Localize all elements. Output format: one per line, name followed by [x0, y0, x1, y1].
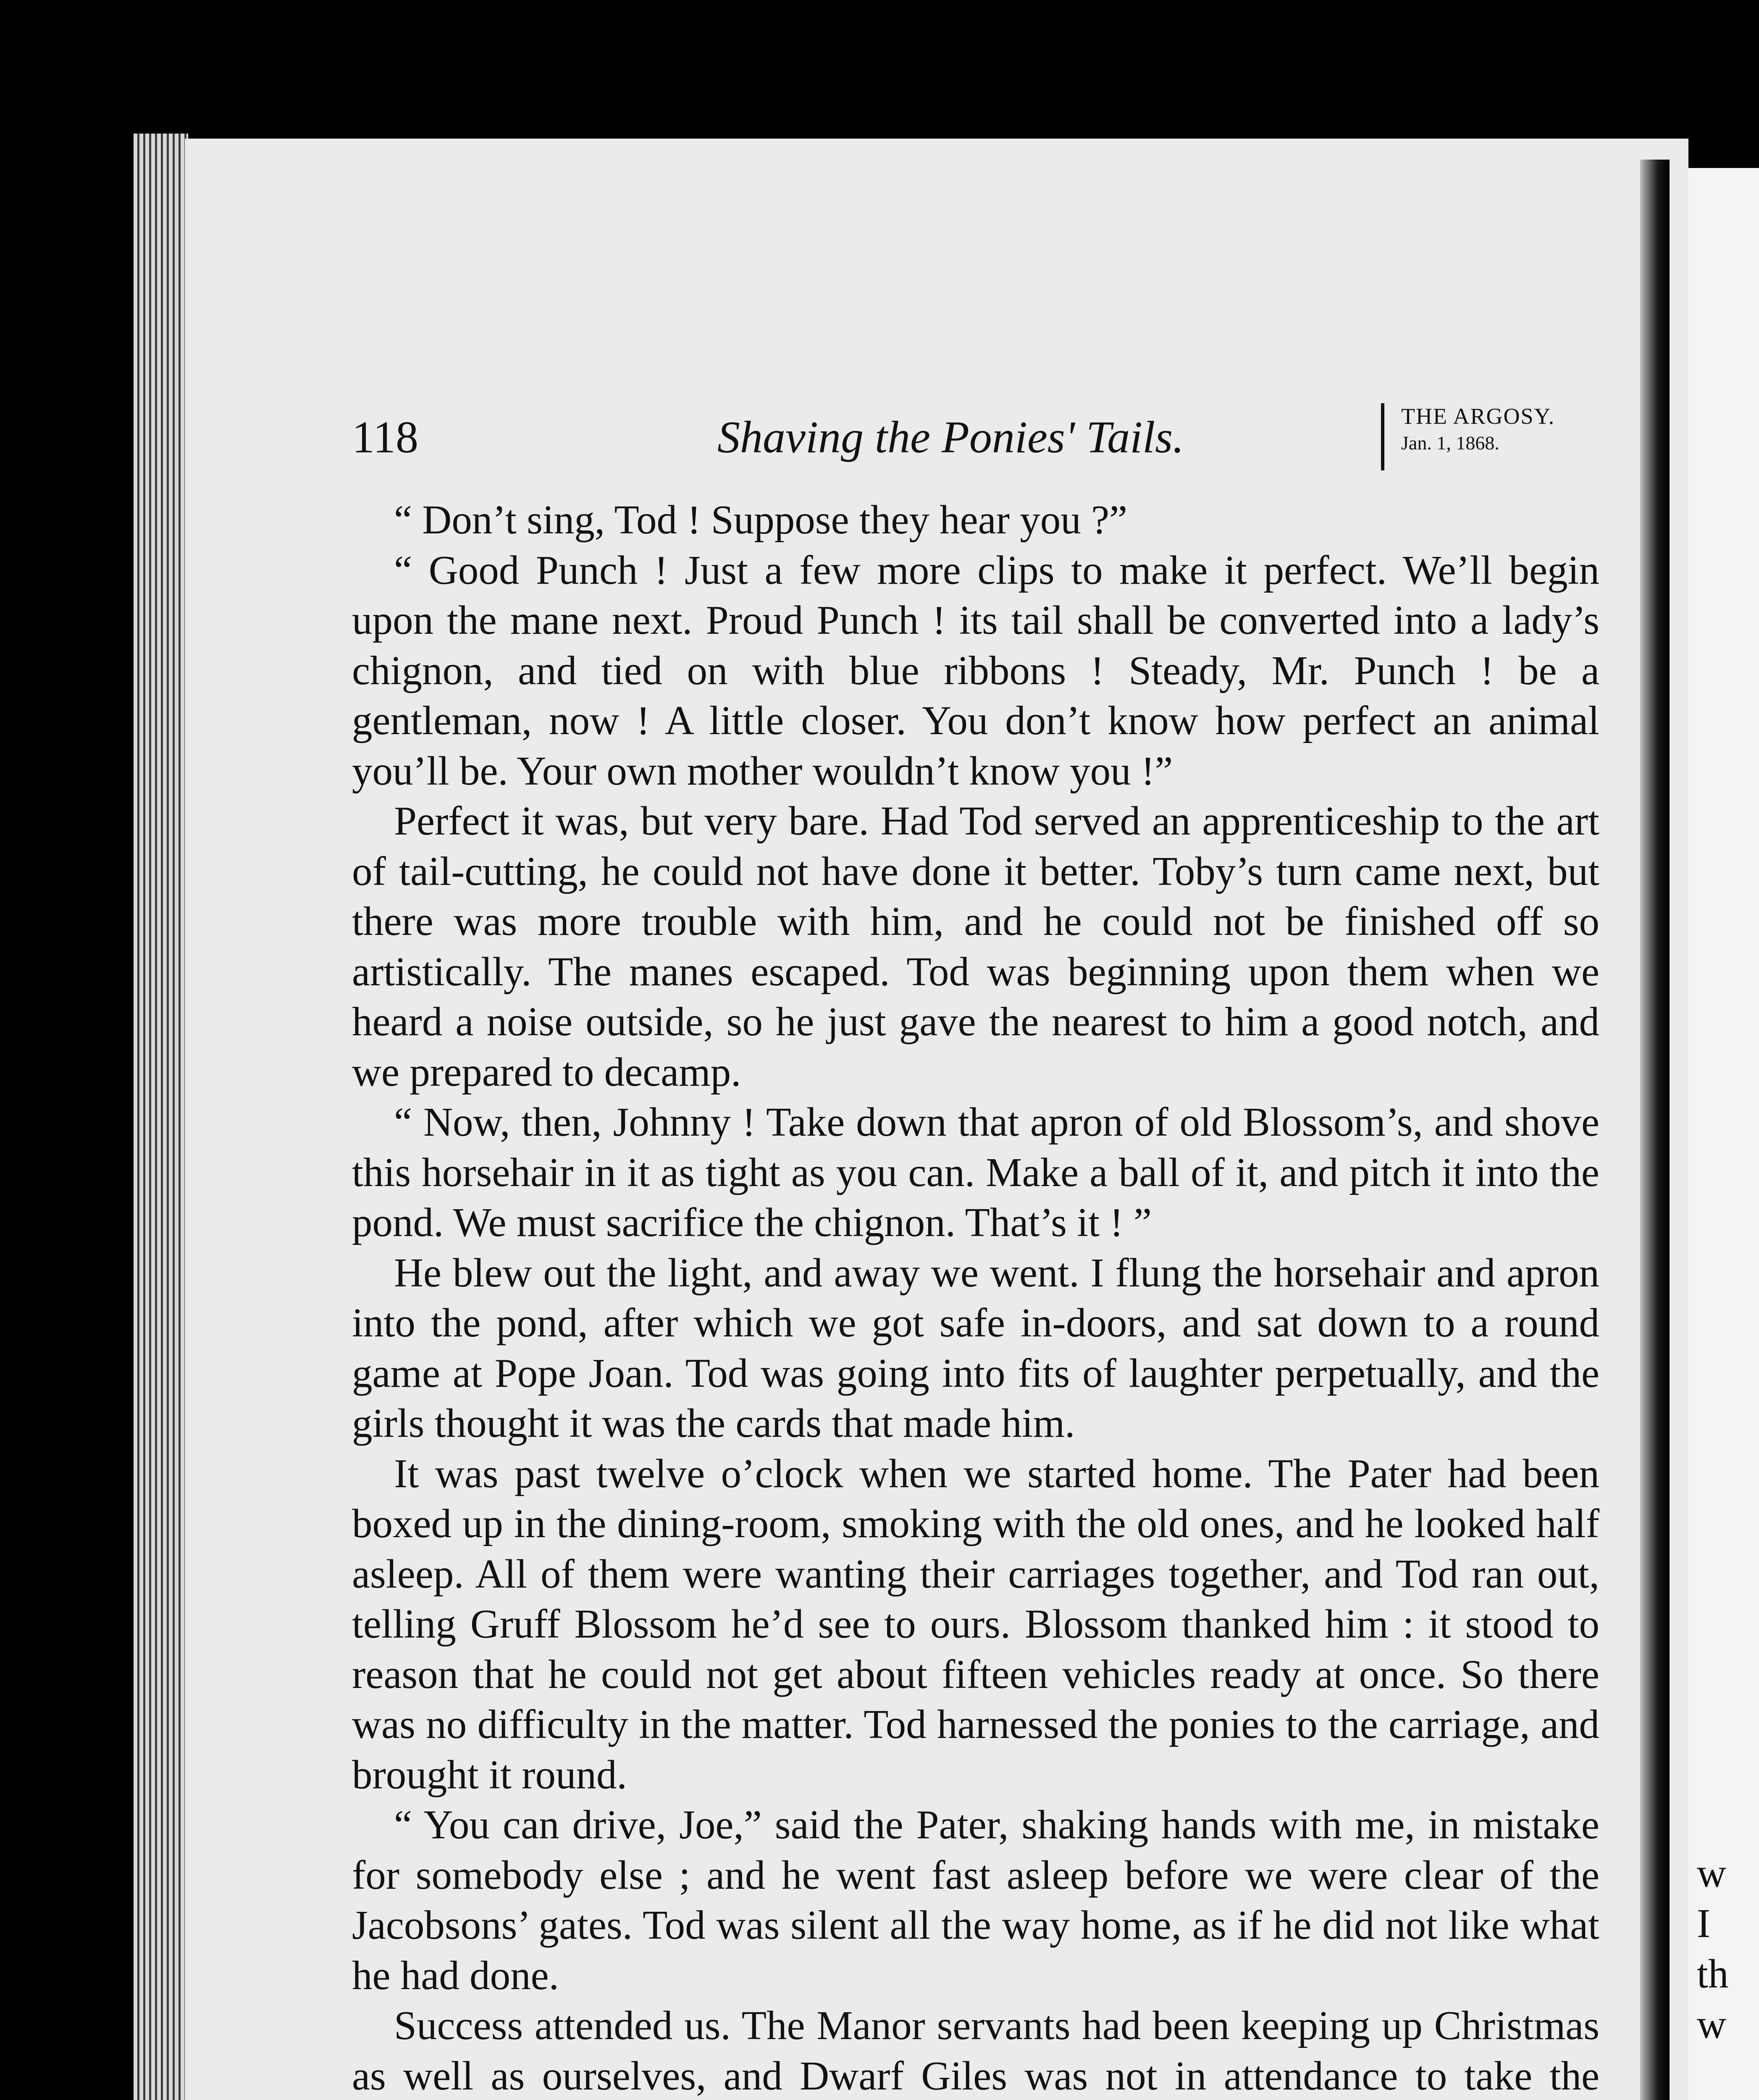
paragraph: “ Don’t sing, Tod ! Suppose they hear you ?” — [394, 497, 1128, 542]
page-edges — [134, 134, 188, 2100]
fragment: I — [1697, 1901, 1711, 1946]
page-gutter — [1640, 160, 1670, 2100]
page-number: 118 — [352, 412, 418, 462]
paragraph: “ Now, then, Johnny ! Take down that apron of old Blossom’s, and shove this horsehair in it as tight as you can. Make a ball of it, and pitch it into the pond. We must sacrifice the chignon. That’s it ! ” — [352, 1100, 1599, 1245]
next-page-text-fragments — [1697, 1848, 1759, 2100]
body-text — [352, 495, 1599, 2100]
journal-date: Jan. 1, 1868. — [1401, 432, 1499, 454]
running-title: Shaving the Ponies' Tails. — [717, 412, 1184, 462]
paragraph: “ Good Punch ! Just a few more clips to make it perfect. We’ll begin upon the mane next. Proud Punch ! its tail shall be converted into a lady’s chignon, and tied on with blue ribbons ! Steady, Mr. Punch ! be a gentleman, now ! A little closer. You don’t know how perfect an animal you’ll be. Your own mother wouldn’t know you !” — [352, 547, 1599, 793]
paragraph: “ You can drive, Joe,” said the Pater, shaking hands with me, in mistake for somebody else ; and he went fast asleep before we were clear of the Jacobsons’ gates. Tod was silent all the way home, as if he did not like what he had done. — [352, 1802, 1599, 1998]
paragraph: Perfect it was, but very bare. Had Tod served an apprenticeship to the art of tail-cutting, he could not have done it better. Toby’s turn came next, but there was more trouble with him, and he could not be finished off so artistically. The manes escaped. Tod was beginning upon them when we heard a noise outside, so he just gave the nearest to him a good notch, and we prepared to decamp. — [352, 798, 1599, 1095]
fragment: w — [1697, 2002, 1727, 2047]
paragraph: Success attended us. The Manor servants had been keeping up Christmas as well as ourselves, and Dwarf Giles was not in attendance to take the — [352, 2003, 1599, 2098]
page-header — [352, 403, 1599, 483]
journal-reference — [1381, 403, 1620, 470]
paragraph: He blew out the light, and away we went. I flung the horsehair and apron into the pond, after which we got safe in-doors, and sat down to a round game at Pope Joan. Tod was going into fits of laughter perpetually, and the girls thought it was the cards that made him. — [352, 1250, 1599, 1446]
journal-name: THE ARGOSY. — [1401, 404, 1555, 429]
fragment: w — [1697, 1851, 1727, 1895]
fragment: th — [1697, 1951, 1729, 1996]
paragraph: It was past twelve o’clock when we started home. The Pater had been boxed up in the dining-room, smoking with the old ones, and he looked half asleep. All of them were wanting their carriages together, and Tod ran out, telling Gruff Blossom he’d see to ours. Blossom thanked him : it stood to reason that he could not get about fifteen vehicles ready at once. So there was no difficulty in the matter. Tod harnessed the ponies to the carriage, and brought it round. — [352, 1451, 1599, 1797]
fragment — [1697, 2050, 1759, 2100]
